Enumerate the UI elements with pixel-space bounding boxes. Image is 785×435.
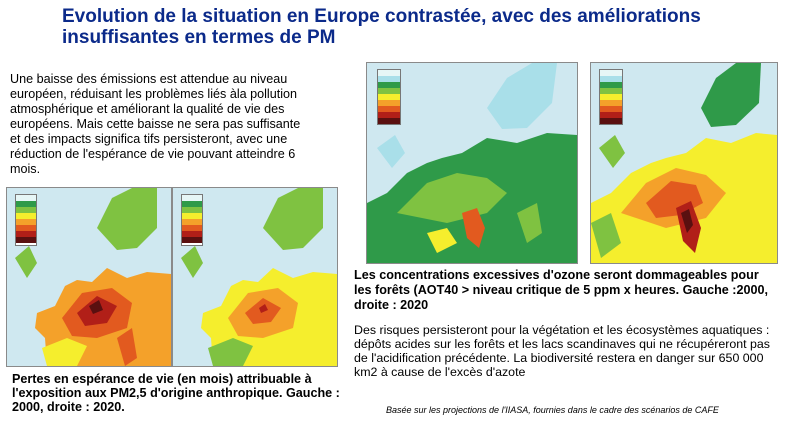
map-ozone-2000	[366, 62, 578, 264]
page-title: Evolution de la situation en Europe contrastée, avec des améliorations insuffisantes en termes de PM	[62, 6, 701, 48]
pm-caption: Pertes en espérance de vie (en mois) attribuable à l'exposition aux PM2,5 d'origine anthropique. Gauche : 2000, droite : 2020.	[12, 372, 340, 414]
map-pm-2020	[172, 187, 338, 367]
intro-text: Une baisse des émissions est attendue au niveau européen, réduisant les problèmes liés àla pollution atmosphérique et améliorant la qualité de vie des européens. Mais cette baisse ne sera pas suffisante et des impacts significa tifs persisteront, avec une réduction de l'espérance de vie pouvant atteindre 6 mois.	[10, 72, 301, 176]
ozone-caption: Les concentrations excessives d'ozone seront dommageables pour les forêts (AOT40 > niveau critique de 5 ppm x heures. Gauche :2000, droite : 2020	[354, 268, 768, 312]
ecosystem-text: Des risques persisteront pour la végétation et les écosystèmes aquatiques : dépôts acides sur les forêts et les lacs scandinaves qui ne récupéreront pas de l'acidification précédente. La biodiversité restera en danger sur 650 000 km2 à cause de l'excès d'azote	[354, 323, 771, 379]
footnote: Basée sur les projections de l'IIASA, fournies dans le cadre des scénarios de CAFE	[386, 405, 719, 415]
ozone-2020-legend	[599, 69, 623, 125]
map-pm-2000	[6, 187, 172, 367]
pm-2000-legend	[15, 194, 37, 246]
pm-2020-legend	[181, 194, 203, 246]
map-ozone-2020	[590, 62, 778, 264]
ozone-2000-legend	[377, 69, 401, 125]
